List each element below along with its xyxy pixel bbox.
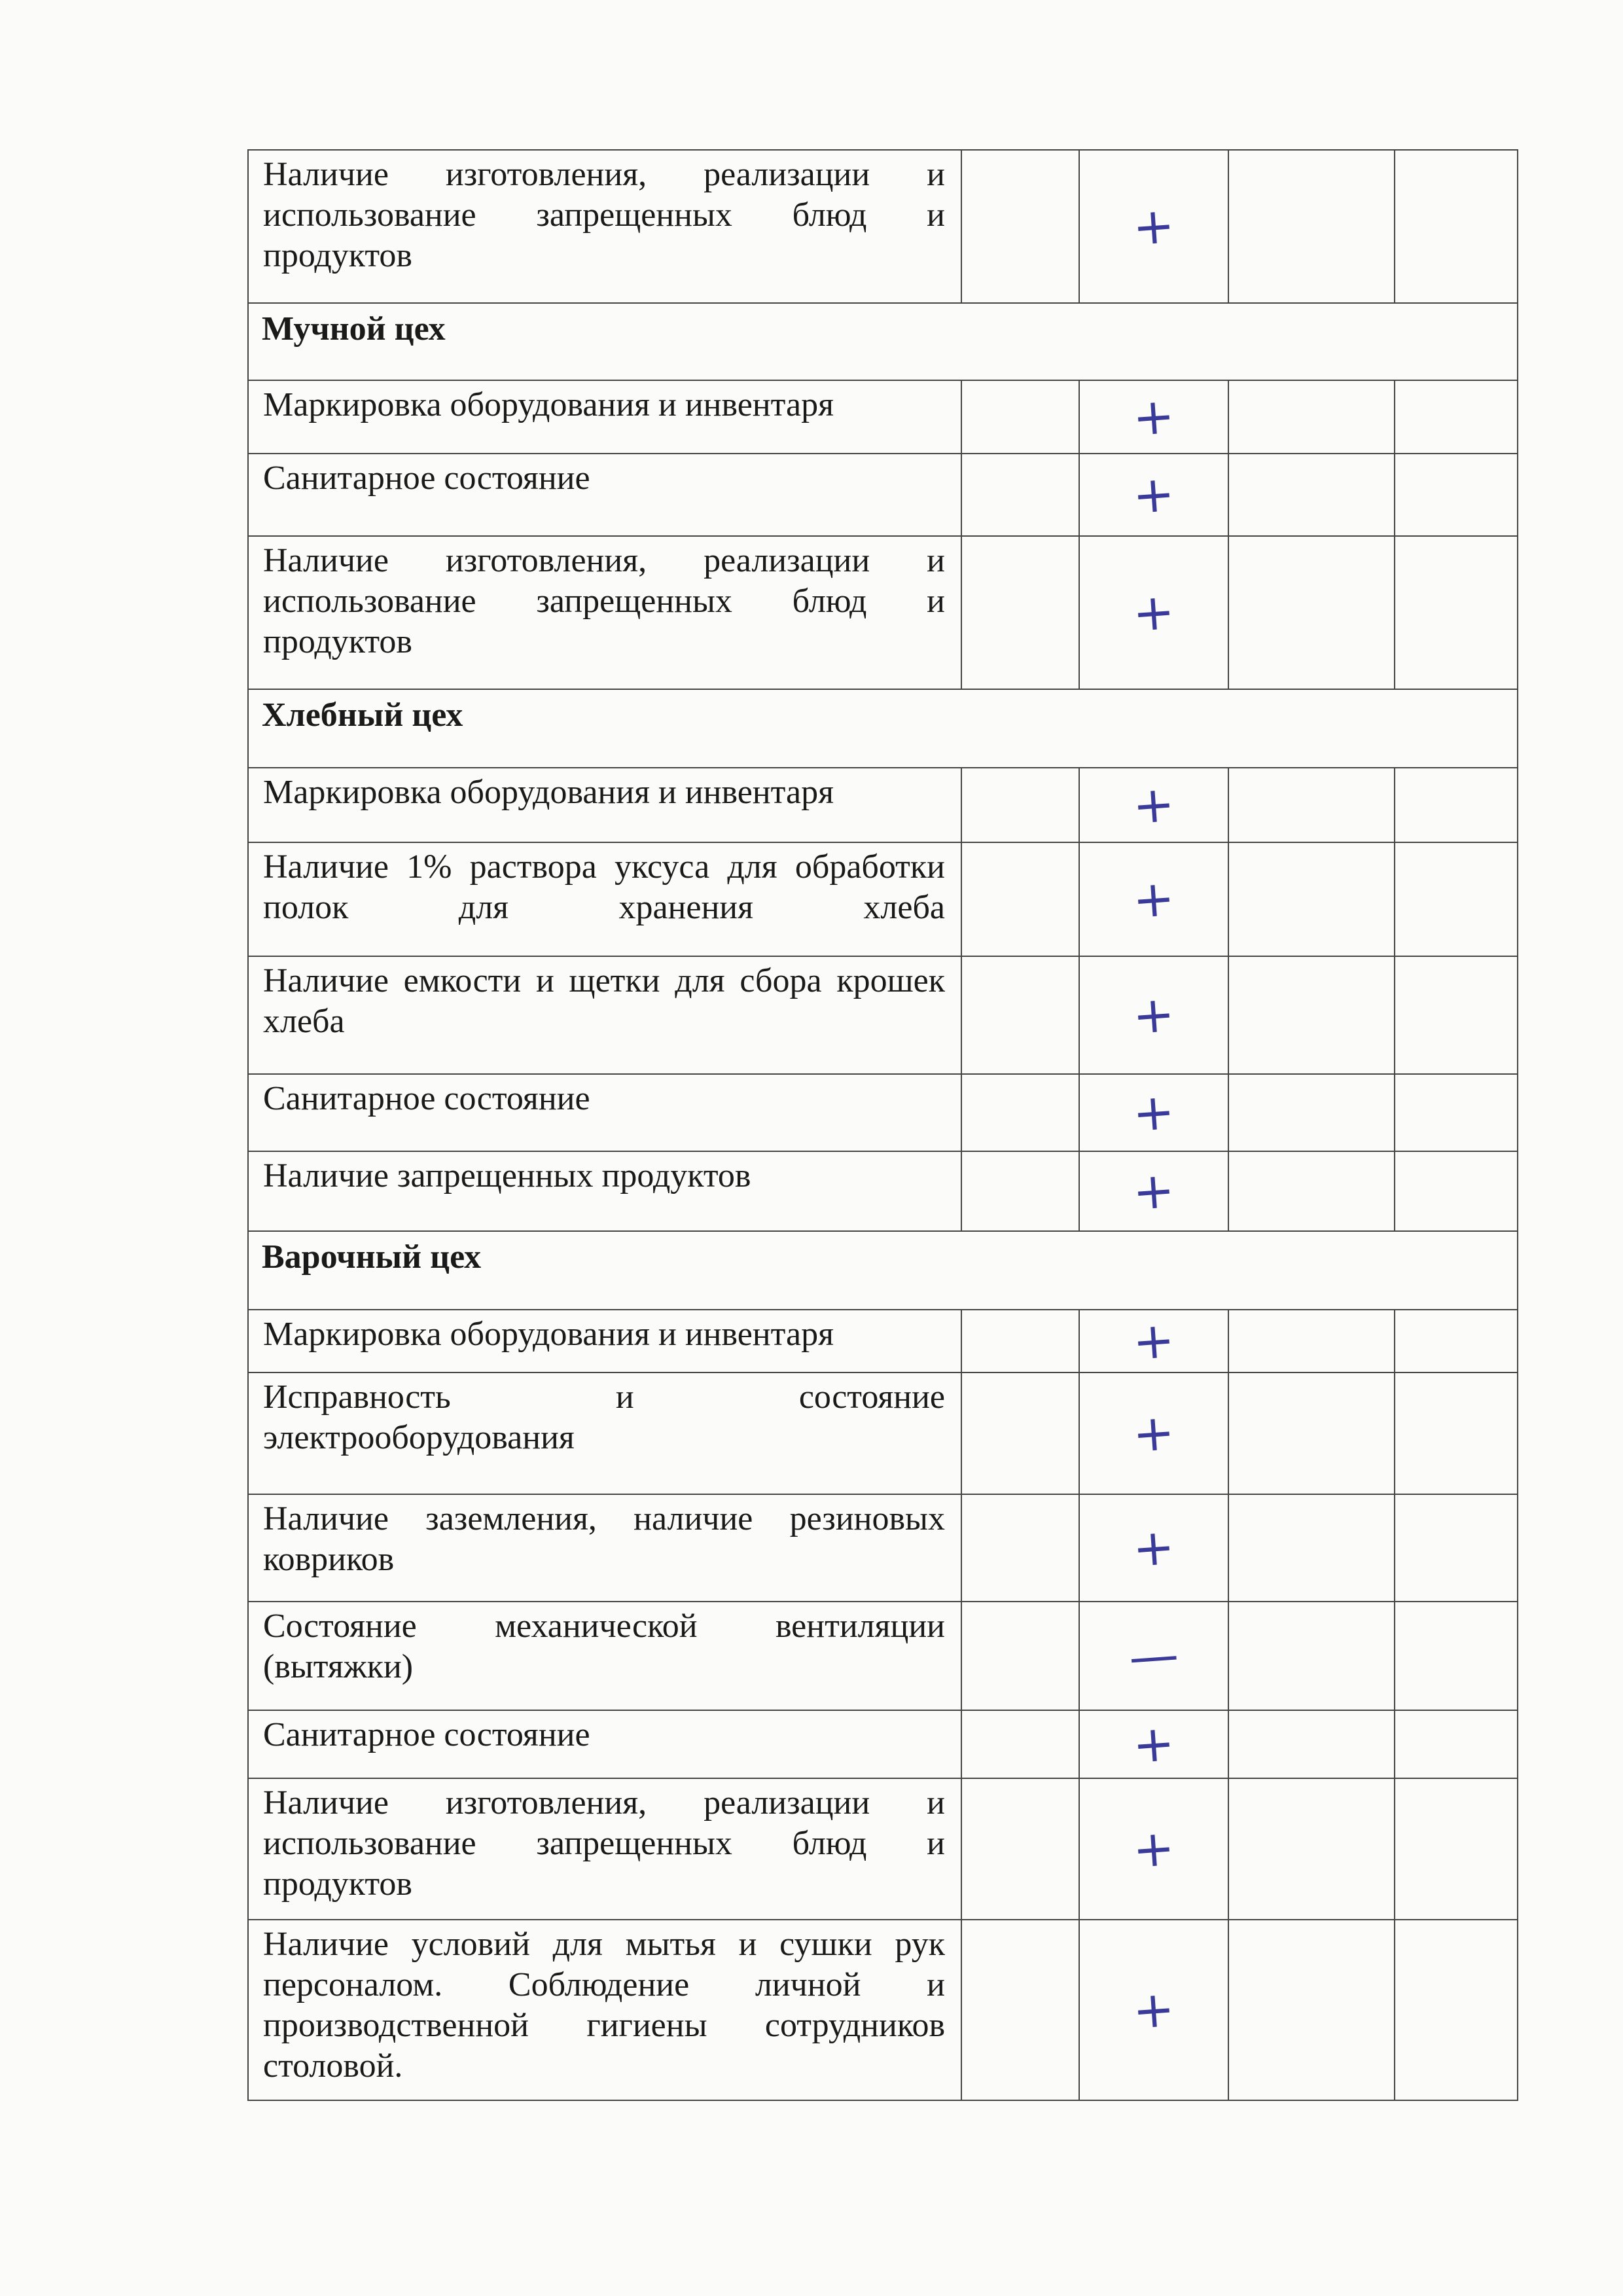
empty-cell [961,1710,1079,1778]
checklist-row [248,1778,1518,1920]
handwritten-mark: + [1079,956,1228,1074]
criterion-text: Санитарное состояние [248,454,961,536]
empty-cell [961,956,1079,1074]
criterion-text: Наличие изготовления, реализации и использование запрещенных блюд и продуктов [248,1778,961,1920]
empty-cell [1395,768,1518,842]
empty-cell [961,454,1079,536]
handwritten-mark: + [1079,1074,1228,1151]
empty-cell [1228,150,1395,303]
empty-cell [1228,1710,1395,1778]
empty-cell [1228,1494,1395,1602]
empty-cell [1228,842,1395,956]
empty-cell [1395,1494,1518,1602]
checklist-row [248,536,1518,689]
empty-cell [961,536,1079,689]
empty-cell [1395,1310,1518,1372]
section-header-row [248,689,1518,768]
handwritten-mark: + [1079,380,1228,454]
empty-cell [1228,1074,1395,1151]
empty-cell [1395,956,1518,1074]
checklist-row [248,150,1518,303]
empty-cell [1395,1372,1518,1494]
empty-cell [961,1494,1079,1602]
empty-cell [1395,842,1518,956]
criterion-text: Санитарное состояние [248,1710,961,1778]
handwritten-mark: + [1079,1920,1228,2100]
empty-cell [1228,536,1395,689]
section-title: Варочный цех [248,1231,1518,1310]
empty-cell [1228,1151,1395,1231]
criterion-text: Наличие изготовления, реализации и использование запрещенных блюд и продуктов [248,536,961,689]
checklist-row [248,1074,1518,1151]
empty-cell [1395,1602,1518,1710]
checklist-row [248,1494,1518,1602]
empty-cell [1228,1778,1395,1920]
section-title: Мучной цех [248,303,1518,380]
empty-cell [1395,380,1518,454]
empty-cell [1395,1151,1518,1231]
criterion-text: Наличие условий для мытья и сушки рук персоналом. Соблюдение личной и производственной гигиены сотрудников столовой. [248,1920,961,2100]
empty-cell [961,1310,1079,1372]
empty-cell [1228,454,1395,536]
handwritten-mark: + [1079,1778,1228,1920]
checklist-row [248,768,1518,842]
empty-cell [961,1602,1079,1710]
checklist-row [248,1710,1518,1778]
handwritten-mark: + [1079,150,1228,303]
criterion-text: Состояние механической вентиляции (вытяжки) [248,1602,961,1710]
handwritten-mark: — [1079,1602,1228,1710]
empty-cell [961,768,1079,842]
criterion-text: Наличие 1% раствора уксуса для обработки полок для хранения хлеба [248,842,961,956]
checklist-row [248,1151,1518,1231]
handwritten-mark: + [1079,536,1228,689]
checklist-row [248,1602,1518,1710]
empty-cell [1395,150,1518,303]
empty-cell [1395,1074,1518,1151]
empty-cell [1395,454,1518,536]
empty-cell [1395,1920,1518,2100]
handwritten-mark: + [1079,1151,1228,1231]
empty-cell [961,1074,1079,1151]
empty-cell [961,1920,1079,2100]
empty-cell [1228,1372,1395,1494]
handwritten-mark: + [1079,1494,1228,1602]
checklist-row [248,1372,1518,1494]
empty-cell [1228,380,1395,454]
criterion-text: Исправность и состояние электрооборудования [248,1372,961,1494]
empty-cell [961,1151,1079,1231]
section-title: Хлебный цех [248,689,1518,768]
criterion-text: Наличие емкости и щетки для сбора крошек хлеба [248,956,961,1074]
criterion-text: Наличие изготовления, реализации и использование запрещенных блюд и продуктов [248,150,961,303]
checklist-row [248,842,1518,956]
empty-cell [961,842,1079,956]
empty-cell [1395,536,1518,689]
inspection-checklist-table [247,149,1518,2101]
criterion-text: Санитарное состояние [248,1074,961,1151]
criterion-text: Наличие запрещенных продуктов [248,1151,961,1231]
checklist-row [248,454,1518,536]
empty-cell [961,1778,1079,1920]
handwritten-mark: + [1079,768,1228,842]
section-header-row [248,1231,1518,1310]
empty-cell [961,380,1079,454]
handwritten-mark: + [1079,454,1228,536]
checklist-row [248,1310,1518,1372]
empty-cell [1228,1310,1395,1372]
empty-cell [961,1372,1079,1494]
empty-cell [1228,1920,1395,2100]
criterion-text: Наличие заземления, наличие резиновых ковриков [248,1494,961,1602]
criterion-text: Маркировка оборудования и инвентаря [248,1310,961,1372]
checklist-row [248,1920,1518,2100]
checklist-row [248,380,1518,454]
empty-cell [1395,1710,1518,1778]
empty-cell [1395,1778,1518,1920]
checklist-row [248,956,1518,1074]
handwritten-mark: + [1079,1710,1228,1778]
empty-cell [1228,956,1395,1074]
handwritten-mark: + [1079,842,1228,956]
empty-cell [961,150,1079,303]
criterion-text: Маркировка оборудования и инвентаря [248,768,961,842]
empty-cell [1228,1602,1395,1710]
criterion-text: Маркировка оборудования и инвентаря [248,380,961,454]
empty-cell [1228,768,1395,842]
handwritten-mark: + [1079,1372,1228,1494]
section-header-row [248,303,1518,380]
handwritten-mark: + [1079,1310,1228,1372]
